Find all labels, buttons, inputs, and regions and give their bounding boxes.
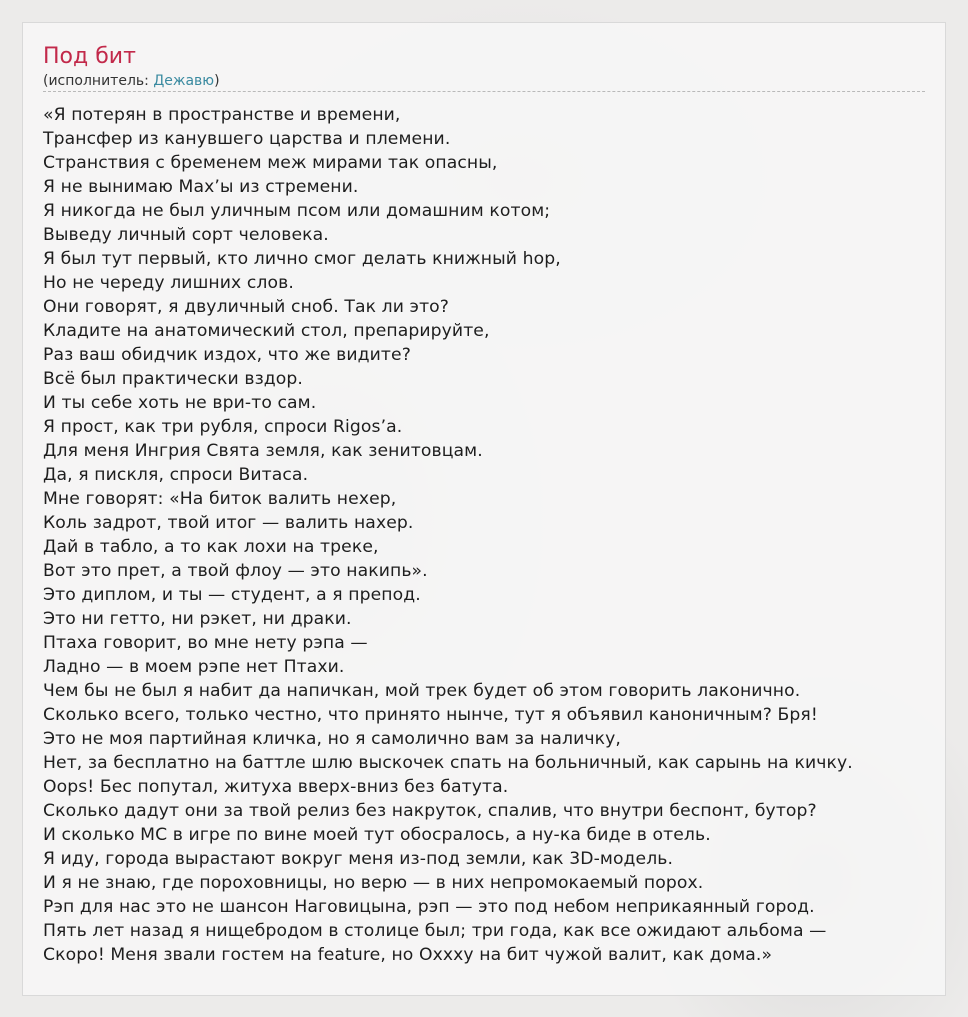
performer-line [43, 72, 220, 90]
lyric-line: Но не череду лишних слов. [43, 273, 294, 293]
lyric-line: Сколько дадут они за твой релиз без накруток, спалив, что внутри беспонт, бутор? [43, 801, 817, 821]
song-title: Под бит [43, 44, 136, 69]
lyrics-text [43, 103, 853, 967]
lyric-line: Странствия с бременем меж мирами так опасны, [43, 153, 498, 173]
lyric-line: Раз ваш обидчик издох, что же видите? [43, 345, 411, 365]
lyric-line: Я прост, как три рубля, спроси Rigos’a. [43, 417, 403, 437]
lyric-line: Коль задрот, твой итог — валить нахер. [43, 513, 414, 533]
lyric-line: Птаха говорит, во мне нету рэпа — [43, 633, 368, 653]
performer-link[interactable]: Дежавю [153, 73, 215, 89]
title-divider [43, 91, 925, 92]
lyric-line: Это не моя партийная кличка, но я самолично вам за наличку, [43, 729, 621, 749]
lyric-line: И сколько MC в игре по вине моей тут обосралось, а ну-ка биде в отель. [43, 825, 711, 845]
lyric-line: Они говорят, я двуличный сноб. Так ли это? [43, 297, 450, 317]
lyric-line: Это ни гетто, ни рэкет, ни драки. [43, 609, 352, 629]
lyrics-card [22, 22, 946, 996]
lyric-line: Кладите на анатомический стол, препарируйте, [43, 321, 490, 341]
lyric-line: Нет, за бесплатно на баттле шлю выскочек спать на больничный, как сарынь на кичку. [43, 753, 853, 773]
lyric-line: И ты себе хоть не ври-то сам. [43, 393, 317, 413]
lyric-line: Пять лет назад я нищебродом в столице был; три года, как все ожидают альбома — [43, 921, 827, 941]
lyric-line: Ладно — в моем рэпе нет Птахи. [43, 657, 345, 677]
performer-suffix: ) [214, 73, 220, 89]
lyric-line: Я никогда не был уличным псом или домашним котом; [43, 201, 551, 221]
lyric-line: Мне говорят: «На биток валить нехер, [43, 489, 397, 509]
lyric-line: «Я потерян в пространстве и времени, [43, 105, 401, 125]
lyric-line: И я не знаю, где пороховницы, но верю — в них непромокаемый порох. [43, 873, 704, 893]
lyric-line: Я был тут первый, кто лично смог делать книжный hop, [43, 249, 561, 269]
lyric-line: Рэп для нас это не шансон Наговицына, рэп — это под небом неприкаянный город. [43, 897, 815, 917]
lyric-line: Трансфер из канувшего царства и племени. [43, 129, 451, 149]
lyric-line: Скоро! Меня звали гостем на feature, но Oxxxy на бит чужой валит, как дома.» [43, 945, 773, 965]
lyric-line: Да, я пискля, спроси Витаса. [43, 465, 309, 485]
lyric-line: Это диплом, и ты — студент, а я препод. [43, 585, 421, 605]
lyric-line: Для меня Ингрия Свята земля, как зенитовцам. [43, 441, 483, 461]
lyric-line: Дай в табло, а то как лохи на треке, [43, 537, 379, 557]
lyric-line: Я иду, города вырастают вокруг меня из-под земли, как 3D-модель. [43, 849, 674, 869]
lyric-line: Oops! Бес попутал, житуха вверх-вниз без батута. [43, 777, 509, 797]
performer-prefix: (исполнитель: [43, 73, 154, 89]
lyric-line: Выведу личный сорт человека. [43, 225, 329, 245]
lyric-line: Чем бы не был я набит да напичкан, мой трек будет об этом говорить лаконично. [43, 681, 801, 701]
lyric-line: Всё был практически вздор. [43, 369, 303, 389]
lyric-line: Сколько всего, только честно, что принято нынче, тут я объявил каноничным? Бря! [43, 705, 818, 725]
lyric-line: Вот это прет, а твой флоу — это накипь». [43, 561, 428, 581]
lyric-line: Я не вынимаю Max’ы из стремени. [43, 177, 359, 197]
